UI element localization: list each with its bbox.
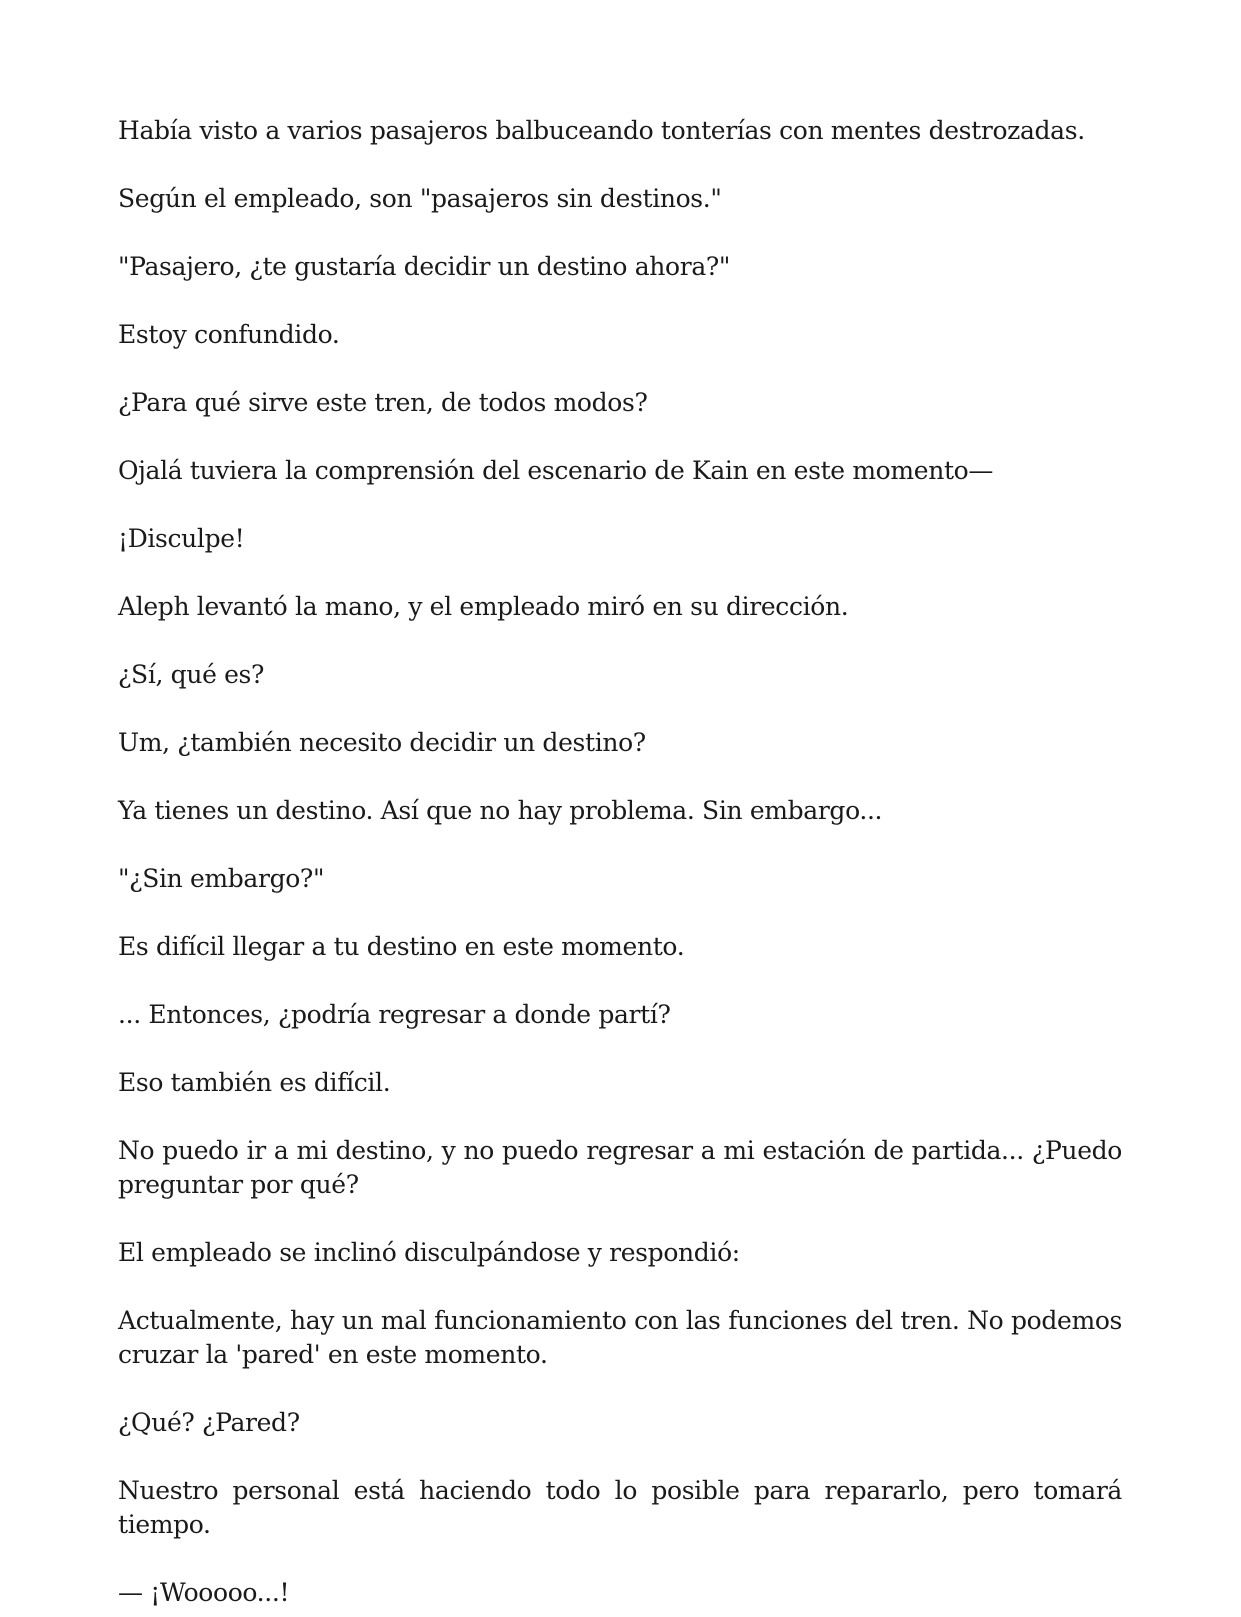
paragraph: ¿Para qué sirve este tren, de todos modos? [118, 388, 648, 417]
paragraph: Aleph levantó la mano, y el empleado miró en su dirección. [118, 592, 849, 621]
paragraph: Estoy confundido. [118, 320, 340, 349]
paragraph: Nuestro personal está haciendo todo lo posible para repararlo, pero tomará tiempo. [118, 1476, 1122, 1539]
paragraph: Eso también es difícil. [118, 1068, 391, 1097]
paragraph: — ¡Wooooo...! [118, 1578, 290, 1607]
paragraph: Es difícil llegar a tu destino en este momento. [118, 932, 685, 961]
paragraph: ... Entonces, ¿podría regresar a donde partí? [118, 1000, 671, 1029]
paragraph: "¿Sin embargo?" [118, 864, 325, 893]
paragraph: ¿Sí, qué es? [118, 660, 265, 689]
paragraph: El empleado se inclinó disculpándose y respondió: [118, 1238, 740, 1267]
paragraph: Um, ¿también necesito decidir un destino? [118, 728, 646, 757]
paragraph: ¡Disculpe! [118, 524, 245, 553]
paragraph: Ojalá tuviera la comprensión del escenario de Kain en este momento— [118, 456, 993, 485]
paragraph: Ya tienes un destino. Así que no hay problema. Sin embargo... [118, 796, 883, 825]
paragraph: ¿Qué? ¿Pared? [118, 1408, 300, 1437]
paragraph: Según el empleado, son "pasajeros sin destinos." [118, 184, 722, 213]
paragraph: Había visto a varios pasajeros balbuceando tonterías con mentes destrozadas. [118, 116, 1085, 145]
paragraph: Actualmente, hay un mal funcionamiento con las funciones del tren. No podemos cruzar la 'pared' en este momento. [118, 1306, 1122, 1369]
paragraph: "Pasajero, ¿te gustaría decidir un destino ahora?" [118, 252, 731, 281]
paragraph: No puedo ir a mi destino, y no puedo regresar a mi estación de partida... ¿Puedo preguntar por qué? [118, 1136, 1122, 1199]
body-text [118, 114, 1122, 1617]
